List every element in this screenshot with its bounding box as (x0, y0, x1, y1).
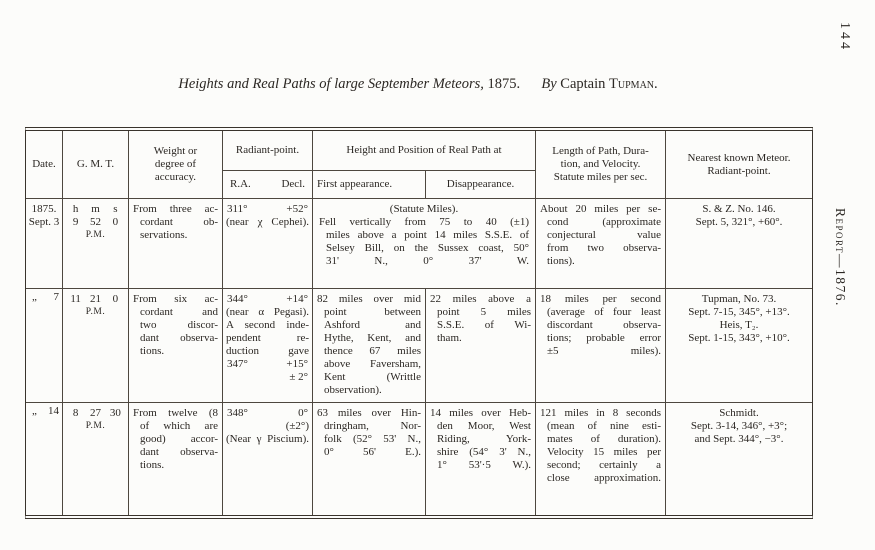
r2-date (26, 289, 62, 304)
r3-gmt-s: 30 (109, 407, 121, 419)
r3-nearest-text: Schmidt. Sept. 3-14, 346°, +3°; and Sept. 344°, −3°. (690, 407, 788, 445)
r2-weight-text: From six ac- cordant and two discor- dant observa- tions. (133, 293, 218, 357)
header-disappearance (426, 171, 536, 199)
r3-gmt-meridiem: P.M. (85, 421, 106, 431)
r3-date (26, 403, 62, 418)
r1-height-text: Fell vertically from 75 to 40 (±1) miles above a point 14 miles S.S.E. of Selsey Bill, on the Sussex coast, 50° 31' N., 0° 37' W. (319, 216, 529, 267)
r3-length-text: 121 miles in 8 seconds (mean of nine esti- mates of duration). Velocity 15 miles per second; certainly a close approximation. (540, 407, 661, 484)
r1-gmt-unit-h: h (72, 203, 79, 215)
r2-disappearance-cell (426, 289, 536, 403)
r2-radiant-ra1: 344° (227, 293, 248, 305)
r1-gmt-m: 52 (89, 216, 101, 228)
header-decl-label: Decl. (281, 178, 305, 190)
r3-date-cell (26, 403, 63, 515)
header-nearest-label: Nearest known Meteor. Radiant-point. (687, 151, 791, 177)
title-captain: Captain (560, 76, 606, 92)
header-nearest (666, 131, 812, 199)
r2-gmt-cell (63, 289, 129, 403)
r3-gmt-h: 8 (72, 407, 79, 419)
r1-weight-cell (129, 199, 223, 289)
meteor-table (25, 127, 813, 519)
r1-radiant-decl: +52° (286, 203, 308, 215)
r1-gmt-unit-m: m (91, 203, 100, 215)
header-length-label: Length of Path, Dura- tion, and Velocity. Statute miles per sec. (552, 145, 649, 183)
r2-gmt-s: 0 (112, 293, 119, 305)
r3-weight-text: From twelve (8 of which are good) accor- dant observa- tions. (133, 407, 218, 471)
r3-length-cell (536, 403, 666, 515)
r2-disappearance-text: 22 miles above a point 5 miles S.S.E. of Wi- tham. (430, 293, 531, 344)
r2-date-ditto: „ (32, 291, 37, 303)
header-gmt (63, 131, 129, 199)
header-weight (129, 131, 223, 199)
r1-date-day: Sept. 3 (28, 216, 60, 228)
r3-first-text: 63 miles over Hin- dringham, Nor- folk (52° 53' N., 0° 56' E.). (317, 407, 421, 458)
r1-radiant-note: (near χ Cephei). (226, 216, 309, 228)
r2-radiant-pair3 (226, 371, 309, 384)
r3-radiant-error: (±2°) (285, 420, 309, 432)
r1-date-year: 1875. (31, 203, 57, 215)
r2-weight-cell (129, 289, 223, 403)
r2-radiant-decl1: +14° (286, 293, 308, 305)
header-first-label: First appearance. (317, 178, 393, 190)
r2-nearest-text: Tupman, No. 73. Sept. 7-15, 345°, +13°. Heis, T₂. Sept. 1-15, 343°, +10°. (688, 293, 790, 344)
header-radiant-label: Radiant-point. (235, 144, 300, 156)
title-by: By (541, 76, 557, 92)
r1-gmt-unit-s: s (113, 203, 118, 215)
r3-nearest-cell (666, 403, 812, 515)
r3-radiant-pair (226, 407, 309, 420)
header-ra-decl (223, 171, 313, 199)
r3-date-day: 14 (48, 405, 59, 417)
r2-date-cell (26, 289, 63, 403)
r3-gmt-m: 27 (89, 407, 101, 419)
running-title: Report—1876. (833, 208, 848, 307)
header-first-appearance (313, 171, 426, 199)
r1-gmt-meridiem: P.M. (85, 230, 106, 240)
header-length (536, 131, 666, 199)
r3-disappearance-cell (426, 403, 536, 515)
r1-gmt-units (67, 203, 124, 216)
r1-nearest-text: S. & Z. No. 146. Sept. 5, 321°, +60°. (695, 203, 783, 228)
r1-gmt-h: 9 (72, 216, 79, 228)
page-number: 144 (837, 22, 852, 52)
r1-gmt-cell (63, 199, 129, 289)
r2-length-text: 18 miles per second (average of four least discordant observa- tions; probable error ±5 miles). (540, 293, 661, 357)
r2-date-day: 7 (53, 291, 59, 303)
r1-radiant-ra: 311° (227, 203, 248, 215)
title-author: Tupman. (609, 76, 658, 92)
r3-weight-cell (129, 403, 223, 515)
r1-height-title: (Statute Miles). (389, 203, 459, 215)
r3-gmt-cell (63, 403, 129, 515)
header-date-label: Date. (32, 158, 56, 170)
r1-gmt-s: 0 (112, 216, 119, 228)
r2-radiant-cell (223, 289, 313, 403)
r1-weight-text: From three ac- cordant ob- servations. (133, 203, 218, 241)
header-disappearance-label: Disappearance. (446, 178, 515, 190)
header-height-group (313, 131, 536, 171)
header-radiant-group (223, 131, 313, 171)
r2-radiant-ra2: 347° (227, 358, 248, 370)
header-weight-label: Weight or degree of accuracy. (153, 145, 198, 183)
r3-date-ditto: „ (32, 405, 37, 417)
r1-radiant-cell (223, 199, 313, 289)
title-main: Heights and Real Paths of large September Meteors, (178, 76, 484, 92)
r1-length-text: About 20 miles per se- cond (approximate conjectural value from two observa- tions). (540, 203, 661, 267)
header-ra-label: R.A. (230, 178, 251, 190)
header-date (26, 131, 63, 199)
r3-radiant-decl: 0° (298, 407, 308, 419)
r2-radiant-pair2 (226, 358, 309, 371)
title-year: 1875. (487, 76, 521, 92)
r2-gmt-meridiem: P.M. (85, 307, 106, 317)
r2-gmt-m: 21 (89, 293, 101, 305)
r2-radiant-error: ± 2° (289, 371, 308, 383)
r1-radiant-pair (226, 203, 309, 216)
r3-radiant-note: (Near γ Piscium). (226, 433, 309, 445)
r3-gmt-time (67, 407, 124, 420)
r3-first-cell (313, 403, 426, 515)
r2-radiant-note: (near α Pegasi). A second inde- pendent re- duction gave (226, 306, 309, 357)
r3-radiant-cell (223, 403, 313, 515)
r1-gmt-time (67, 216, 124, 229)
r3-radiant-ra: 348° (227, 407, 248, 419)
header-gmt-label: G. M. T. (76, 158, 115, 170)
r2-first-cell (313, 289, 426, 403)
header-height-group-label: Height and Position of Real Path at (346, 144, 502, 156)
r2-radiant-pair1 (226, 293, 309, 306)
r1-date-cell (26, 199, 63, 289)
r2-gmt-h: 11 (70, 293, 81, 305)
r3-disappearance-text: 14 miles over Heb- den Moor, West Riding, York- shire (54° 3' N., 1° 53'·5 W.). (430, 407, 531, 471)
r1-nearest-cell (666, 199, 812, 289)
r2-radiant-decl2: +15° (286, 358, 308, 370)
r2-gmt-time (67, 293, 124, 306)
r2-nearest-cell (666, 289, 812, 403)
page-title (25, 76, 811, 93)
r1-height-merged-cell (313, 199, 536, 289)
r2-length-cell (536, 289, 666, 403)
r2-first-text: 82 miles over mid point between Ashford and Hythe, Kent, and thence 67 miles above Faversham, Kent (Writtle observation). (317, 293, 421, 396)
r1-length-cell (536, 199, 666, 289)
